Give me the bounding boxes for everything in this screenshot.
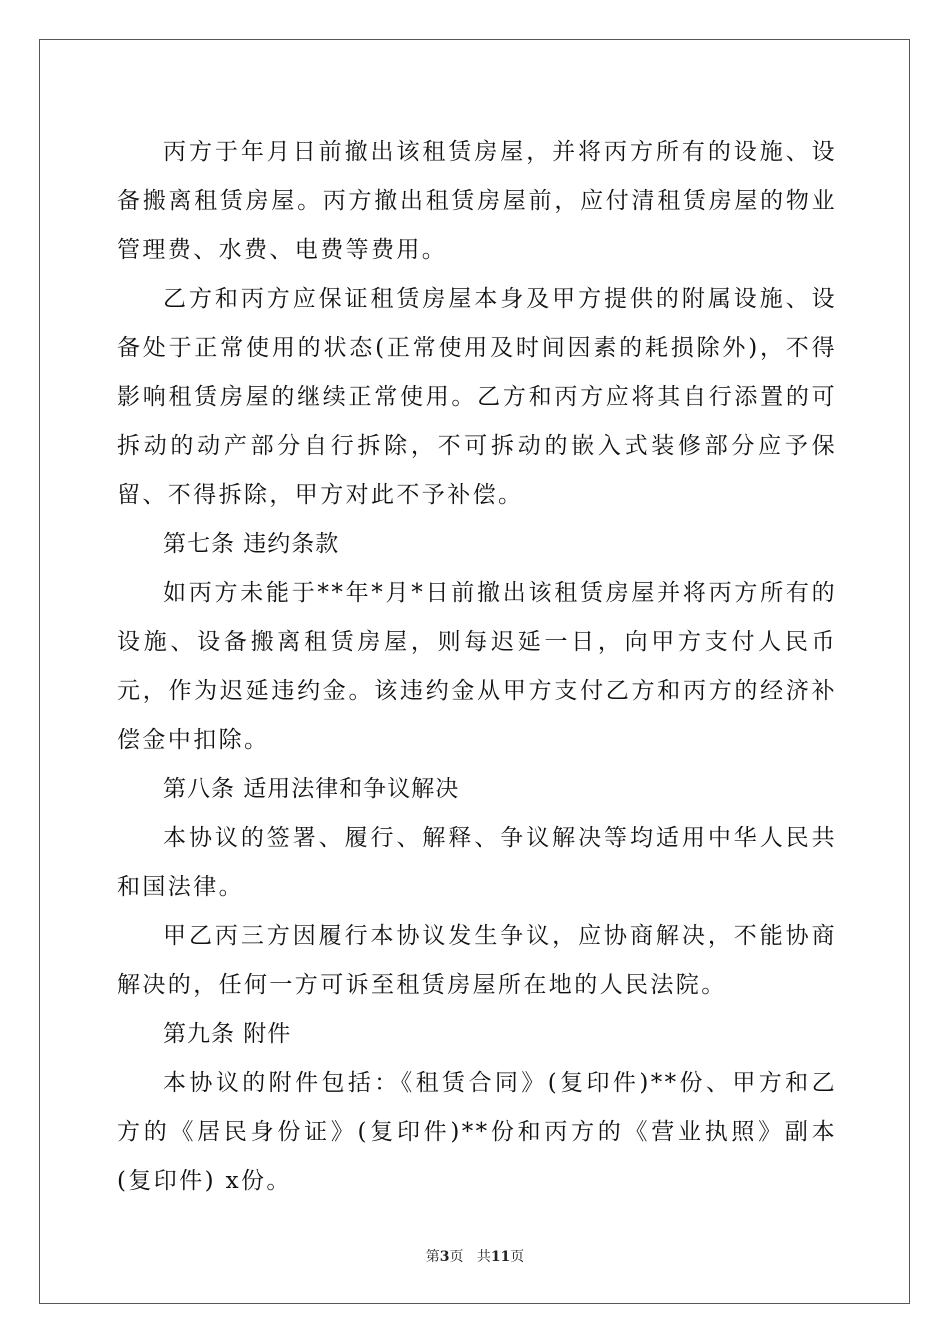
page-label-suffix: 页: [449, 1249, 464, 1265]
paragraph-dispute-resolution: 甲乙丙三方因履行本协议发生争议，应协商解决，不能协商解决的，任何一方可诉至租赁房屋所在地的人民法院。: [117, 923, 837, 998]
paragraph-breach-penalty: 如丙方未能于**年*月*日前撤出该租赁房屋并将丙方所有的设施、设备搬离租赁房屋，则每迟延一日，向甲方支付人民币 元，作为迟延违约金。该违约金从甲方支付乙方和丙方的经济补偿金中扣除。: [117, 580, 847, 753]
document-body: [117, 128, 847, 1206]
article-8-heading: 第八条 适用法律和争议解决: [163, 776, 460, 802]
article-9-heading: 第九条 附件: [163, 1021, 292, 1047]
total-page-number: 11: [490, 1249, 511, 1265]
paragraph-tenant-move-out: 丙方于年月日前撤出该租赁房屋，并将丙方所有的设施、设备搬离租赁房屋。丙方撤出租赁房屋前，应付清租赁房屋的物业管理费、水费、电费等费用。: [117, 139, 837, 263]
total-label-prefix: 共: [476, 1249, 491, 1265]
paragraph-governing-law: 本协议的签署、履行、解释、争议解决等均适用中华人民共和国法律。: [117, 825, 837, 900]
page-label-prefix: 第: [425, 1249, 440, 1265]
article-7-heading: 第七条 违约条款: [163, 531, 340, 557]
current-page-number: 3: [439, 1249, 450, 1265]
page-footer: [0, 1246, 950, 1266]
paragraph-property-condition: 乙方和丙方应保证租赁房屋本身及甲方提供的附属设施、设备处于正常使用的状态(正常使用及时间因素的耗损除外)，不得影响租赁房屋的继续正常使用。乙方和丙方应将其自行添置的可拆动的动产部分自行拆除，不可拆动的嵌入式装修部分应予保留、不得拆除，甲方对此不予补偿。: [117, 286, 837, 508]
total-label-suffix: 页: [510, 1249, 525, 1265]
paragraph-attachments: 本协议的附件包括：《租赁合同》(复印件)**份、甲方和乙方的《居民身份证》(复印件)**份和丙方的《营业执照》副本(复印件) x份。: [117, 1070, 837, 1194]
